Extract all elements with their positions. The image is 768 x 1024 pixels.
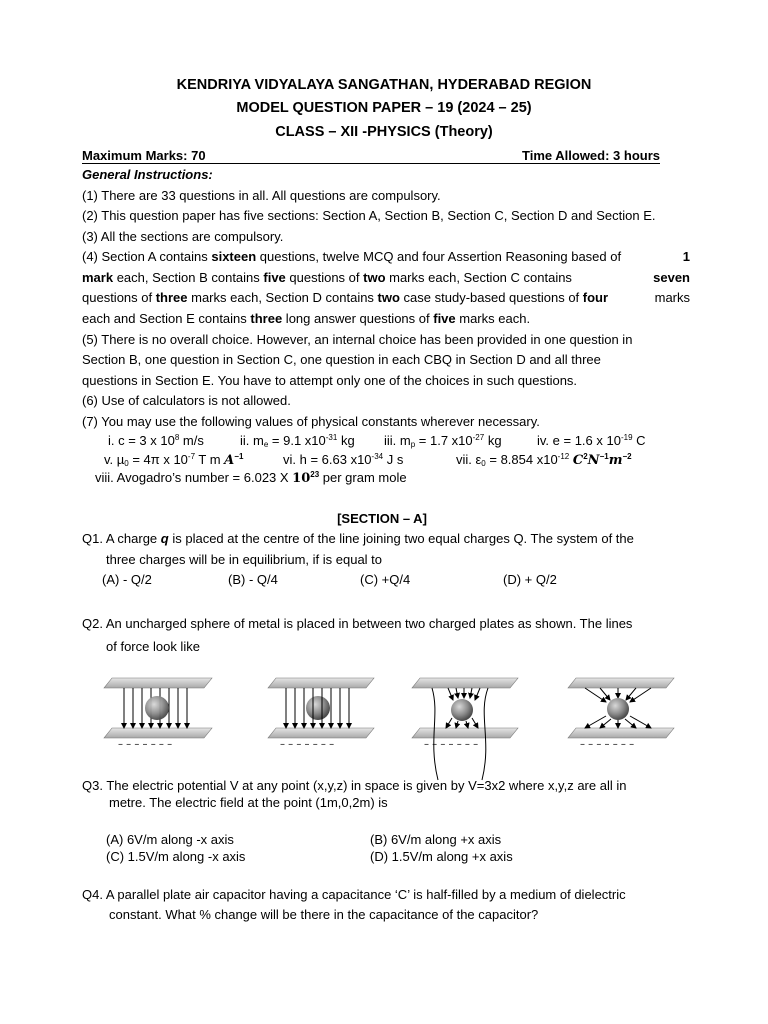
q2-figure-b (268, 678, 374, 750)
section-a-heading: [SECTION – A] (337, 511, 427, 526)
q2-figure-d (568, 678, 674, 750)
q3-option-c: (C) 1.5V/m along -x axis (106, 849, 246, 864)
q3-option-d: (D) 1.5V/m along +x axis (370, 849, 513, 864)
constant-mu0: v. µ$_0$ = 4π x $10^{-7}$ T m $A^{-1}$ (104, 452, 244, 468)
constant-me: ii. $m_e = 9.1$ $x10^{-31}$ kg (240, 433, 355, 449)
q4-line-1: Q4. A parallel plate air capacitor having a capacitance ‘C’ is half-filled by a medium of dielectric (82, 887, 626, 902)
maximum-marks: Maximum Marks: 70 (82, 148, 206, 163)
paper-title: MODEL QUESTION PAPER – 19 (2024 – 25) (236, 100, 532, 116)
instruction-5-line-3: questions in Section E. You have to attempt only one of the choices in such questions. (82, 373, 578, 388)
constant-e: iv. e = 1.6 x $10^{-19}$ C (537, 433, 646, 448)
q2-figure-b-charges: – – – – – – – (280, 739, 335, 750)
q3-option-a: (A) 6V/m along -x axis (106, 832, 234, 847)
q1-option-d: (D) + Q/2 (503, 572, 557, 587)
instruction-7: (7) You may use the following values of physical constants wherever necessary. (82, 414, 540, 429)
q1-line-2: three charges will be in equilibrium, if is equal to (106, 552, 383, 567)
class-title: CLASS – XII -PHYSICS (Theory) (275, 124, 493, 140)
q2-figure-c (412, 678, 518, 780)
constant-eps0: vii. $\varepsilon_0 = 8.854$ $x10^{-12}$ $C^2N^{-1}m^{-2}$ (456, 452, 632, 468)
q2-field-line-figures (0, 660, 768, 785)
q2-line-1: Q2. An uncharged sphere of metal is placed in between two charged plates as shown. The lines (82, 616, 633, 631)
q3-option-b: (B) 6V/m along +x axis (370, 832, 502, 847)
instruction-5-line-1: (5) There is no overall choice. However, an internal choice has been provided in one question in (82, 332, 633, 347)
instruction-4-line-2: mark each, Section B contains five questions of two marks each, Section C contains seven (82, 270, 690, 285)
marks-time-row (82, 148, 660, 164)
q4-line-2: constant. What % change will be there in the capacitance of the capacitor? (109, 907, 539, 922)
constant-mp: iii. $m_p = 1.7$ $x10^{-27}$ kg (384, 433, 502, 449)
q2-figure-a (104, 678, 212, 750)
q1-line-1: Q1. A charge q is placed at the centre of the line joining two equal charges Q. The system of the (82, 531, 634, 546)
instruction-1: (1) There are 33 questions in all. All questions are compulsory. (82, 188, 441, 203)
constant-avogadro: viii. Avogadro’s number = 6.023 X $10^{23}$ per gram mole (95, 470, 407, 486)
instruction-4-line-3: questions of three marks each, Section D contains two case study-based questions of four marks (82, 290, 690, 305)
instruction-5-line-2: Section B, one question in Section C, one question in each CBQ in Section D and all three (82, 352, 601, 367)
q1-option-a: (A) - Q/2 (102, 572, 152, 587)
instruction-6: (6) Use of calculators is not allowed. (82, 393, 291, 408)
constant-h: vi. h = 6.63 $x10^{-34}$ J s (283, 452, 404, 467)
constant-c: i. c = 3 x $10^8$ m/s (108, 433, 204, 448)
time-allowed: Time Allowed: 3 hours (522, 148, 660, 163)
q1-option-b: (B) - Q/4 (228, 572, 278, 587)
instructions-heading: General Instructions: (82, 167, 213, 182)
q2-line-2: of force look like (106, 639, 200, 654)
q1-option-c: (C) +Q/4 (360, 572, 411, 587)
q2-figure-a-charges: – – – – – – – (118, 739, 173, 750)
school-title: KENDRIYA VIDYALAYA SANGATHAN, HYDERABAD REGION (176, 77, 592, 93)
q3-line-2: metre. The electric field at the point (1m,0,2m) is (109, 795, 388, 810)
instruction-4-line-4: each and Section E contains three long answer questions of five marks each. (82, 311, 531, 326)
q3-line-1: Q3. The electric potential V at any point (x,y,z) in space is given by V=3x2 where x,y,z are all in (82, 778, 627, 793)
q2-figure-c-charges: – – – – – – – (424, 739, 479, 750)
instruction-3: (3) All the sections are compulsory. (82, 229, 284, 244)
instruction-4-line-1: (4) Section A contains sixteen questions, twelve MCQ and four Assertion Reasoning based of 1 (82, 249, 690, 264)
instruction-2: (2) This question paper has five sections: Section A, Section B, Section C, Section D and Section E. (82, 208, 656, 223)
q2-figure-d-charges: – – – – – – – (580, 739, 635, 750)
